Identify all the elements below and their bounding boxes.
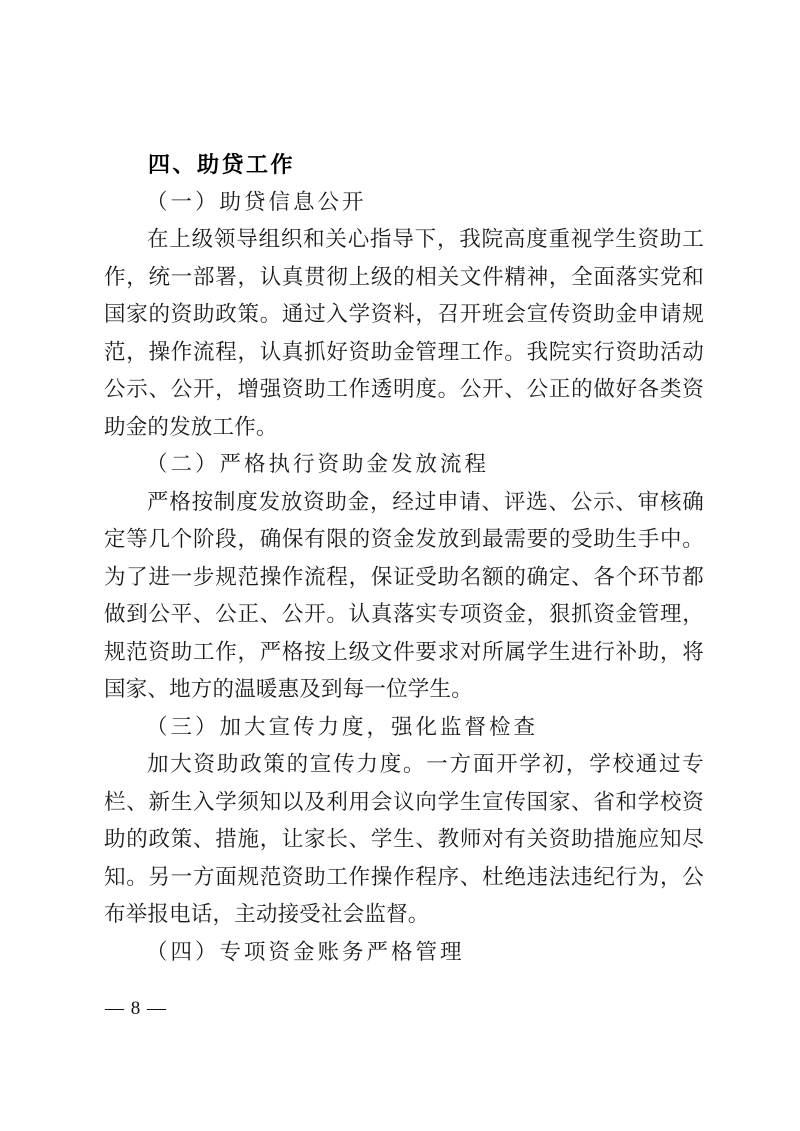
section-title: 四、助贷工作 [148,152,296,177]
paragraph-2: 严格按制度发放资助金，经过申请、评选、公示、审核确定等几个阶段，确保有限的资金发放到最需要的受助生手中。为了进一步规范操作流程，保证受助名额的确定、各个环节都做到公平、公正、公开。认真落实专项资金，狠抓资金管理，规范资助工作，严格按上级文件要求对所属学生进行补助，将国家、地方的温暖惠及到每一位学生。 [104,489,704,701]
document-content [104,146,704,971]
paragraph-1: 在上级领导组织和关心指导下，我院高度重视学生资助工作，统一部署，认真贯彻上级的相关文件精神，全面落实党和国家的资助政策。通过入学资料，召开班会宣传资助金申请规范，操作流程，认真抓好资助金管理工作。我院实行资助活动公示、公开，增强资助工作透明度。公开、公正的做好各类资助金的发放工作。 [104,227,704,439]
subsection-heading-1: （一）助贷信息公开 [146,189,367,214]
paragraph-3: 加大资助政策的宣传力度。一方面开学初，学校通过专栏、新生入学须知以及利用会议向学生宣传国家、省和学校资助的政策、措施，让家长、学生、教师对有关资助措施应知尽知。另一方面规范资助工作操作程序、杜绝违法违纪行为，公布举报电话，主动接受社会监督。 [104,752,704,926]
subsection-heading-2: （二）严格执行资助金发放流程 [146,452,490,476]
page-number: — 8 — [105,998,167,1019]
subsection-heading-3: （三）加大宣传力度，强化监督检查 [146,714,539,739]
subsection-heading-4: （四）专项资金账务严格管理 [146,939,465,964]
